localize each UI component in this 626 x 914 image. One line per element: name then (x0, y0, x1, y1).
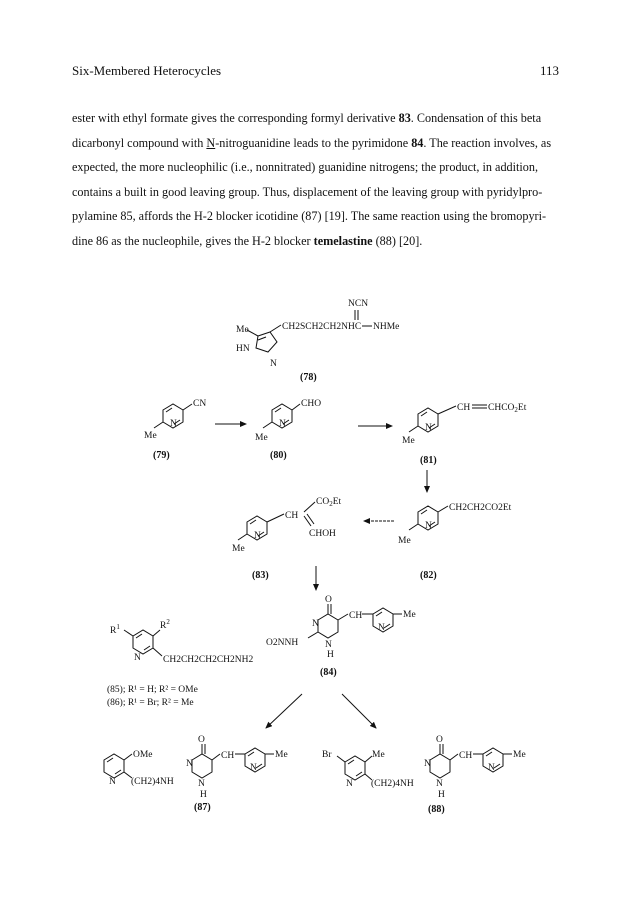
svg-text:CH2CH2CO2Et: CH2CH2CO2Et (449, 503, 512, 513)
svg-text:N: N (312, 619, 319, 629)
svg-text:(CH2)4NH: (CH2)4NH (371, 779, 414, 789)
line-3: expected, the more nucleophilic (i.e., nonnitrated) guanidine nitrogens; the product, in addition, (72, 160, 539, 175)
svg-text:Me: Me (398, 536, 411, 546)
svg-text:(CH2)4NH: (CH2)4NH (131, 777, 174, 787)
svg-text:R2: $R^2$ (160, 618, 170, 631)
compound-79 (144, 399, 206, 461)
svg-text:Me: Me (255, 433, 268, 443)
label-78: (78) (300, 372, 317, 383)
svg-text:NCN: NCN (348, 299, 369, 309)
svg-text:CHCO2Et: $CHCO_2Et$ (488, 403, 527, 414)
arrow-84-87 (266, 694, 302, 728)
label-84: (84) (320, 667, 337, 678)
svg-text:CH: CH (349, 611, 363, 621)
svg-text:N: N (170, 419, 177, 429)
pyrimidone-ring-88 (430, 754, 450, 778)
svg-text:Br: Br (322, 750, 332, 760)
svg-text:H: H (327, 650, 334, 660)
compound-83 (232, 497, 342, 581)
label-88: (88) (428, 804, 445, 815)
svg-text:CHOH: CHOH (309, 529, 336, 539)
svg-text:CH: CH (221, 751, 235, 761)
svg-text:HN: HN (236, 344, 250, 354)
pyridine-ring-85 (133, 630, 153, 654)
label-79: (79) (153, 450, 170, 461)
compound-88 (322, 735, 526, 815)
svg-text:Me: Me (513, 750, 526, 760)
line-5: pylamine 85, affords the H-2 blocker icotidine (87) [19]. The same reaction using the bromopyri- (72, 209, 547, 224)
svg-text:R1: $R^1$ (110, 623, 120, 636)
svg-text:CHO: CHO (301, 399, 322, 409)
svg-text:N: N (250, 763, 257, 773)
running-header-title: Six-Membered Heterocycles (72, 63, 222, 78)
pyrimidone-ring-87 (192, 754, 212, 778)
svg-text:N: N (436, 779, 443, 789)
compound-80 (255, 399, 321, 461)
svg-text:N: N (270, 359, 277, 369)
arrow-84-88 (342, 694, 376, 728)
svg-text:N: N (109, 777, 116, 787)
compound-85-86 (107, 618, 254, 708)
svg-text:N: N (134, 653, 141, 663)
svg-text:N: N (378, 623, 385, 633)
svg-text:N: N (325, 640, 332, 650)
label-85: (85); R¹ = H; R² = OMe (107, 685, 198, 695)
pyridine-ring-88 (345, 756, 365, 780)
line-1: ester with ethyl formate gives the corresponding formyl derivative 83. Condensation of this beta (72, 111, 542, 125)
svg-text:N: N (254, 531, 261, 541)
svg-text:Me: Me (275, 750, 288, 760)
pyrimidone-ring-84 (318, 614, 338, 638)
svg-text:O: O (325, 595, 332, 605)
svg-text:N: N (425, 423, 432, 433)
svg-text:N: N (424, 759, 431, 769)
compound-78 (236, 299, 399, 383)
svg-text:O: O (436, 735, 443, 745)
svg-text:Me: Me (403, 610, 416, 620)
label-83: (83) (252, 570, 269, 581)
svg-text:NHMe: NHMe (373, 322, 400, 332)
svg-text:H: H (438, 790, 445, 800)
compound-84 (266, 595, 416, 678)
line-4: contains a built in good leaving group. Thus, displacement of the leaving group with pyridylpro- (72, 184, 543, 199)
svg-text:CH: CH (457, 403, 471, 413)
compound-87 (104, 735, 288, 813)
svg-text:Me: Me (236, 325, 249, 335)
svg-text:N: N (198, 779, 205, 789)
label-80: (80) (270, 450, 287, 461)
label-81: (81) (420, 455, 437, 466)
svg-text:Me: Me (402, 436, 415, 446)
svg-text:N: N (186, 759, 193, 769)
imidazole-ring (256, 332, 277, 352)
svg-text:CO2Et: $CO_2Et$ (316, 497, 342, 508)
svg-text:Me: Me (144, 431, 157, 441)
label-87: (87) (194, 802, 211, 813)
svg-text:Me: Me (372, 750, 385, 760)
pyridine-ring-87 (104, 754, 124, 778)
svg-text:H: H (200, 790, 207, 800)
svg-text:CH2SCH2CH2NHC: CH2SCH2CH2NHC (282, 322, 362, 332)
compound-81 (402, 403, 527, 466)
svg-text:CH: CH (285, 511, 299, 521)
line-2: dicarbonyl compound with N-nitroguanidine leads to the pyrimidone 84. The reaction involves, as (72, 135, 552, 150)
svg-text:O2NNH: O2NNH (266, 638, 299, 648)
svg-text:OMe: OMe (133, 750, 153, 760)
compound-82 (398, 503, 512, 581)
svg-text:CH: CH (459, 751, 473, 761)
svg-text:CN: CN (193, 399, 207, 409)
svg-text:O: O (198, 735, 205, 745)
label-82: (82) (420, 570, 437, 581)
svg-text:N: N (279, 419, 286, 429)
svg-text:CH2CH2CH2CH2NH2: CH2CH2CH2CH2NH2 (163, 655, 254, 665)
label-86: (86); R¹ = Br; R² = Me (107, 698, 194, 708)
page-number: 113 (540, 63, 560, 78)
line-6: dine 86 as the nucleophile, gives the H-2 blocker temelastine (88) [20]. (72, 233, 423, 248)
svg-text:N: N (346, 779, 353, 789)
svg-text:N: N (425, 521, 432, 531)
svg-text:Me: Me (232, 544, 245, 554)
svg-text:N: N (488, 763, 495, 773)
